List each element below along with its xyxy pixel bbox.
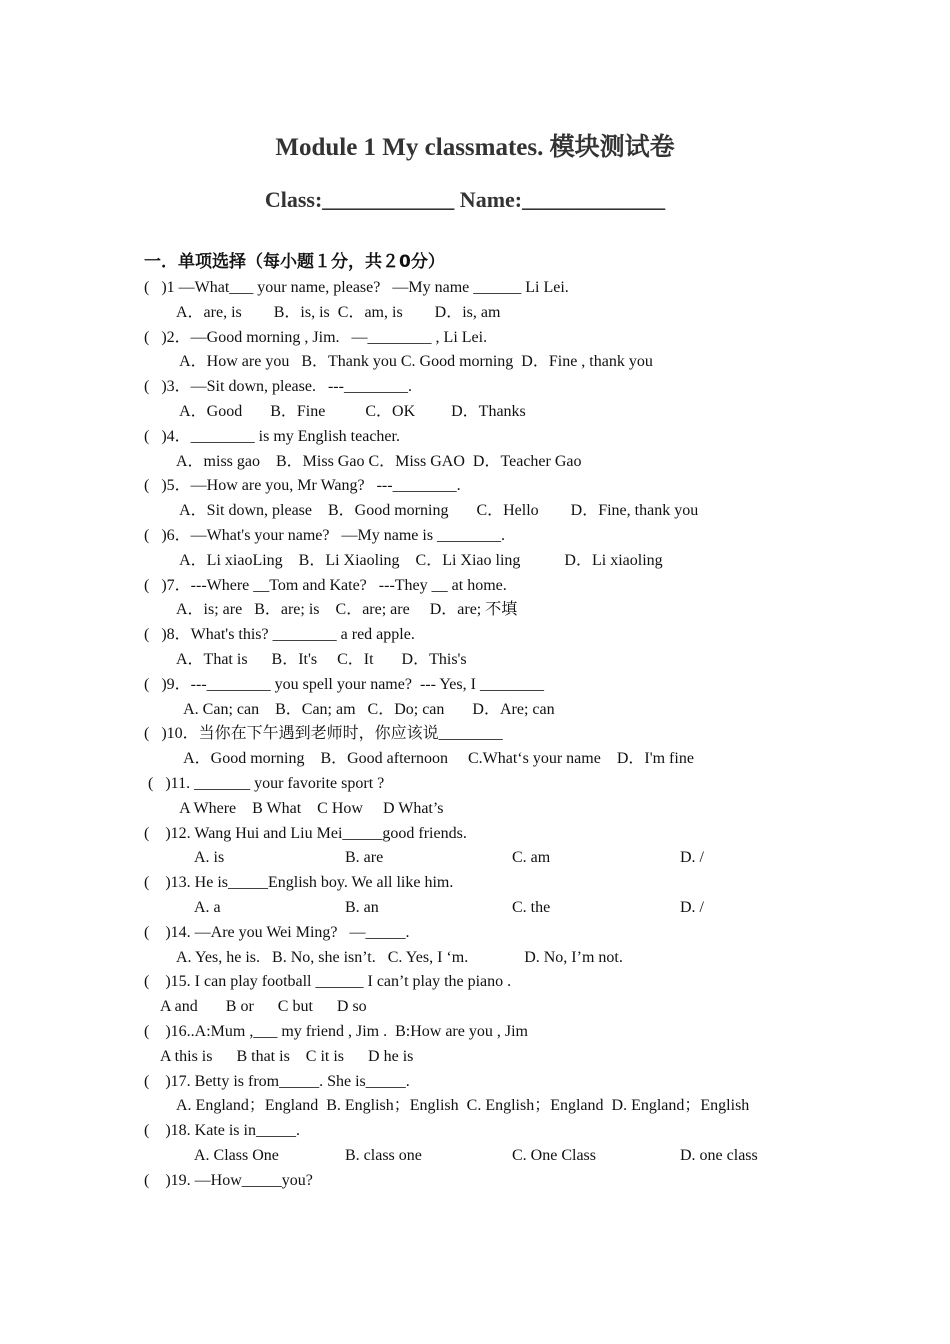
option-c: C. am (512, 849, 551, 867)
option-c: C. the (512, 898, 551, 916)
question-options: A．That is B．It's C．It D．This's (176, 650, 467, 668)
question-stem: ( )5．—How are you, Mr Wang? ---________. (144, 477, 461, 495)
option-b: B. are (345, 849, 384, 867)
question-stem: ( )6．—What's your name? —My name is ________. (144, 526, 506, 544)
question-stem: ( )7．---Where __Tom and Kate? ---They __ at home. (144, 576, 507, 594)
question-options: A. Can; can B．Can; am C．Do; can D．Are; can (176, 700, 555, 718)
question-stem: ( )17. Betty is from_____. She is_____. (144, 1072, 410, 1090)
question-options: A. Yes, he is. B. No, she isn’t. C. Yes, I ‘m. D. No, I’m not. (176, 948, 623, 966)
question-stem: ( )2．—Good morning , Jim. —________ , Li Lei. (144, 328, 488, 346)
question-stem: ( )3．—Sit down, please. ---________. (144, 378, 412, 396)
question-stem: ( )10．当你在下午遇到老师时，你应该说________ (144, 725, 503, 743)
question-stem: ( )4．________ is my English teacher. (144, 427, 400, 445)
class-name-line: Class:____________ Name:_____________ (264, 187, 666, 212)
option-b: B. class one (345, 1146, 422, 1164)
question-stem: ( )16..A:Mum ,___ my friend , Jim . B:How are you , Jim (144, 1022, 528, 1040)
option-d: D. / (680, 849, 704, 867)
option-a: A. is (194, 849, 225, 867)
question-options: A．is; are B．are; is C．are; are D．are; 不填 (176, 601, 518, 619)
question-options: A and B or C but D so (160, 998, 367, 1016)
option-c: C. One Class (512, 1146, 596, 1164)
question-options: A．Sit down, please B．Good morning C．Hello D．Fine, thank you (176, 502, 699, 520)
question-options: A Where B What C How D What’s (176, 799, 444, 817)
question-options: A．are, is B．is, is C．am, is D．is, am (176, 303, 501, 321)
option-a: A. Class One (194, 1146, 279, 1164)
question-options (0, 896, 950, 921)
question-stem: ( )18. Kate is in_____. (144, 1122, 300, 1140)
question-stem: ( )11. _______ your favorite sport ? (144, 774, 385, 792)
question-stem: ( )1 —What___ your name, please? —My name ______ Li Lei. (144, 279, 569, 296)
question-list (0, 276, 950, 1193)
option-d: D. / (680, 898, 704, 916)
page-title: Module 1 My classmates. 模块测试卷 (275, 134, 675, 161)
question-options: A．How are you B．Thank you C. Good morning D．Fine , thank you (176, 353, 653, 371)
question-options: A．Good morning B．Good afternoon C.What‘s your name D．I'm fine (176, 750, 694, 768)
option-d: D. one class (680, 1146, 758, 1164)
question-stem: ( )15. I can play football ______ I can’t play the piano . (144, 973, 512, 991)
question-stem: ( )8．What's this? ________ a red apple. (144, 626, 415, 644)
question-stem: ( )9．---________ you spell your name? --- Yes, I ________ (144, 675, 544, 693)
question-options: A．Good B．Fine C．OK D．Thanks (176, 402, 526, 420)
question-options: A this is B that is C it is D he is (160, 1047, 414, 1065)
question-stem: ( )14. —Are you Wei Ming? —_____. (144, 923, 410, 941)
question-options: A．Li xiaoLing B．Li Xiaoling C．Li Xiao ling D．Li xiaoling (176, 551, 663, 569)
question-stem: ( )19. —How_____you? (144, 1171, 313, 1189)
option-a: A. a (194, 898, 221, 916)
question-stem: ( )13. He is_____English boy. We all like him. (144, 874, 454, 892)
question-options (0, 1144, 950, 1169)
question-options: A. England；England B. English；English C. English；England D. England；English (176, 1097, 750, 1115)
option-b: B. an (345, 898, 379, 916)
question-options: A．miss gao B．Miss Gao C．Miss GAO D．Teacher Gao (176, 452, 582, 470)
question-options (0, 846, 950, 871)
section-heading: 一．单项选择（每小题１分，共２0分） (144, 252, 445, 272)
question-stem: ( )12. Wang Hui and Liu Mei_____good friends. (144, 824, 467, 842)
